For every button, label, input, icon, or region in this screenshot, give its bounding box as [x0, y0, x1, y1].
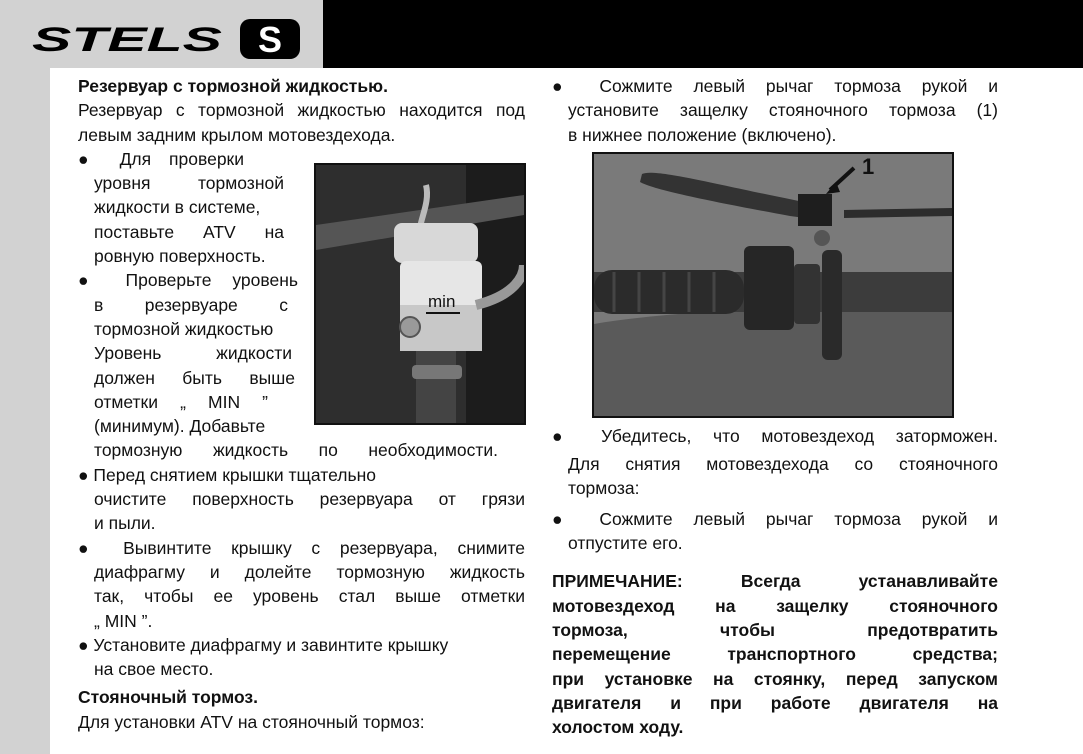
text-line: диафрагму и долейте тормозную жидкость	[94, 561, 525, 582]
text-line: уровня тормозной	[94, 173, 284, 194]
side-strip	[0, 68, 50, 754]
note-line: холостом ходу.	[552, 717, 684, 738]
text-line: тормоза:	[568, 478, 640, 499]
text-line: ровную поверхность.	[94, 246, 266, 267]
text-line: в резервуаре с	[94, 294, 288, 315]
header-black-band	[323, 0, 1083, 68]
logo-mark: S	[257, 19, 283, 60]
text-line: отпустите его.	[568, 533, 683, 554]
bullet-line: ● Сожмите левый рычаг тормоза рукой и	[552, 508, 998, 529]
text-line: должен быть выше	[94, 367, 295, 388]
text-line: „ MIN ”.	[94, 610, 153, 631]
bullet-line: ● Для проверки	[78, 148, 244, 169]
section-title-parking-brake: Стояночный тормоз.	[78, 687, 258, 708]
text-line: Уровень жидкости	[94, 343, 292, 364]
logo-wordmark: STELS	[32, 21, 223, 59]
text-line: жидкости в системе,	[94, 197, 261, 218]
note-line: при установке на стоянку, перед запуском	[552, 668, 998, 689]
bullet-line: ● Перед снятием крышки тщательно	[78, 464, 376, 485]
reservoir-photo	[314, 163, 526, 425]
text-line: и пыли.	[94, 513, 156, 534]
text-line: Резервуар с тормозной жидкостью находится под	[78, 100, 525, 121]
text-line: так, чтобы ее уровень стал выше отметки	[94, 586, 525, 607]
note-line: мотовездеход на защелку стояночного	[552, 595, 998, 616]
section-title-reservoir: Резервуар с тормозной жидкостью.	[78, 76, 388, 96]
stels-logo	[28, 16, 308, 60]
note-line: двигателя и при работе двигателя на	[552, 692, 998, 713]
text-line: на свое место.	[94, 659, 214, 680]
text-line: очистите поверхность резервуара от грязи	[94, 489, 525, 510]
note-line: тормоза, чтобы предотвратить	[552, 619, 998, 640]
text-line: в нижнее положение (включено).	[568, 124, 837, 145]
text-line: левым задним крылом мотовездехода.	[78, 124, 396, 145]
note-line: перемещение транспортного средства;	[552, 644, 998, 665]
bullet-line: ● Вывинтите крышку с резервуара, снимите	[78, 537, 525, 558]
text-line: тормозную жидкость по необходимости.	[94, 440, 498, 461]
text-line: Для снятия мотовездехода со стояночного	[568, 454, 998, 475]
text-line: Для установки ATV на стояночный тормоз:	[78, 711, 425, 732]
note-line: ПРИМЕЧАНИЕ: Всегда устанавливайте	[552, 571, 998, 592]
text-line: поставьте ATV на	[94, 221, 284, 242]
brake-lever-photo	[592, 152, 954, 418]
text-line: установите защелку стояночного тормоза (1)	[568, 100, 998, 121]
text-line: отметки „ MIN ”	[94, 391, 268, 412]
bullet-line: ● Проверьте уровень	[78, 270, 298, 291]
bullet-line: ● Установите диафрагму и завинтите крышку	[78, 634, 449, 655]
text-line: тормозной жидкостью	[94, 318, 274, 339]
min-mark-label: min	[428, 292, 456, 311]
text-line: (минимум). Добавьте	[94, 416, 266, 437]
bullet-line: ● Убедитесь, что мотовездеход заторможен.	[552, 425, 998, 446]
parking-latch-callout: 1	[862, 154, 875, 179]
bullet-line: ● Сожмите левый рычаг тормоза рукой и	[552, 76, 998, 96]
